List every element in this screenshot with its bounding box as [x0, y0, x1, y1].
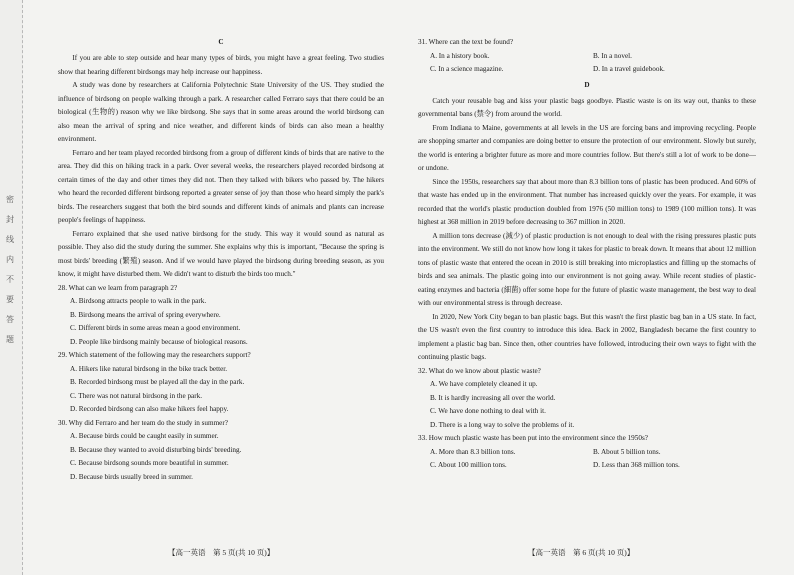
question-31-stem: 31. Where can the text be found?: [418, 38, 514, 46]
section-d-heading: D: [584, 80, 590, 89]
passage-c-paragraph: If you are able to step outside and hear many types of birds, you might have a great feeling. Two studies show that hearing different birdsongs may help increase our happiness.: [58, 54, 384, 76]
question-31-option: B. In a novel.: [593, 51, 632, 60]
question-29-option: C. There was not natural birdsong in the park.: [70, 391, 203, 400]
question-31-option: C. In a science magazine.: [430, 65, 504, 73]
passage-d-paragraph: Catch your reusable bag and kiss your plastic bags goodbye. Plastic waste is on its way out, thanks to these governmental bans (禁令) from around the world.: [418, 96, 756, 118]
question-28-option: A. Birdsong attracts people to walk in the park.: [70, 297, 207, 305]
question-30-option: A. Because birds could be caught easily in summer.: [70, 432, 219, 440]
question-30-option: B. Because they wanted to avoid disturbing birds' breeding.: [70, 445, 242, 454]
question-33-option: B. About 5 billion tons.: [593, 447, 661, 456]
page-5-footer: 【高一英语 第 5 页(共 10 页)】: [168, 548, 275, 557]
question-28-option: B. Birdsong means the arrival of spring everywhere.: [70, 310, 221, 319]
question-33-option: D. Less than 368 million tons.: [593, 461, 680, 469]
question-32-option: B. It is hardly increasing all over the world.: [430, 393, 556, 402]
passage-d-paragraph: Since the 1950s, researchers say that about more than 8.3 billion tons of plastic has been produced. And 60% of that waste has ended up in the environment. That number has increased quickly over the years. For example, it was recorded that the world's plastic production doubled from 1976 (50 million tons) to 1989 (100 million tons). It was highest at 368 million in 2019 before decreasing to 367 million in 2020.: [418, 177, 756, 226]
question-32-option: A. We have completely cleaned it up.: [430, 380, 538, 388]
passage-d-paragraph: A million tons decrease (減少) of plastic production is not enough to deal with the rising pressures plastic puts into the environment. We still do not know how long it takes for plastic to break down. It means that about 12 million tons of plastic waste that entered the ocean in 2010 is still breaking into microplastics and filling up the stomachs of birds and sea animals. The plastic going into our environment is not going away. While recent studies of plastic-eating enzymes and bacteria (細菌) offer some hope for the future of plastic waste management, the best way to deal with our environmental stress is through decrease.: [418, 231, 756, 307]
question-31-options: [418, 50, 756, 77]
page-6-footer: 【高一英语 第 6 页(共 10 页)】: [528, 548, 635, 557]
passage-c-paragraph: Ferraro explained that she used native birdsong for the study. This way it would sound as natural as possible. They also did the study during the summer. She explains why this is important, "Because the spring is most birds' breeding (繁殖) season. And if we would have played the birdsong during breeding season, as you know, it might have disturbed them. We didn't want to disturb the birds too much.": [58, 229, 384, 278]
section-c-heading: C: [218, 38, 224, 46]
question-29-option: D. Recorded birdsong can also make hikers feel happy.: [70, 405, 229, 413]
question-31-option: A. In a history book.: [430, 51, 490, 60]
question-29-option: B. Recorded birdsong must be played all the day in the park.: [70, 378, 245, 386]
question-30-option: C. Because birdsong sounds more beautiful in summer.: [70, 459, 229, 467]
question-33-options: [418, 446, 756, 473]
right-page: [418, 0, 756, 473]
question-33-option: A. More than 8.3 billion tons.: [430, 447, 516, 456]
question-32-option: C. We have done nothing to deal with it.: [430, 407, 546, 415]
question-33-stem: 33. How much plastic waste has been put into the environment since the 1950s?: [418, 434, 648, 442]
passage-d-paragraph: From Indiana to Maine, governments at all levels in the US are forcing bans and improving recycling. People are shopping smarter and companies are doing better to ensure the protection of our environment. Slowly but surely, the world is entering a brighter future as more and more countries follow. But there's still a lot of work to be done—or undone.: [418, 123, 756, 172]
question-32-stem: 32. What do we know about plastic waste?: [418, 366, 541, 375]
seal-line-notice: 密 封 线 内 不 要 答 题: [6, 195, 14, 344]
left-page: [58, 0, 384, 484]
question-28-stem: 28. What can we learn from paragraph 2?: [58, 283, 178, 292]
question-31-option: D. In a travel guidebook.: [593, 65, 665, 73]
question-30-option: D. Because birds usually breed in summer.: [70, 472, 193, 481]
question-29-stem: 29. Which statement of the following may the researchers support?: [58, 351, 251, 359]
question-29-option: A. Hikers like natural birdsong in the bike track better.: [70, 364, 228, 373]
question-33-option: C. About 100 million tons.: [430, 461, 507, 469]
passage-c-paragraph: Ferraro and her team played recorded birdsong from a group of different kinds of birds that are native to the area. They did this on hiking track in a park. Over several weeks, the researchers played recorded birdsong at certain times of the day and other times they did not. Then they talked with bikers who passed by. The hikers who heard the recorded different birdsong reported a greater sense of joy than those who heard simply the park's birds. The researchers suggest that both the bird sounds and different kinds of animals and plants can increase people's feelings of happiness.: [58, 148, 384, 224]
seal-margin: [0, 0, 23, 575]
passage-c-paragraph: A study was done by researchers at California Polytechnic State University of the US. They studied the influence of birdsong on people walking through a park. A researcher called Ferraro says that there could be an biological (生物的) reason why we like birdsong. She says that in some areas around the world birdsong can also mean the arrival of spring and nice weather, and different kinds of birds can also mean a healthy environment.: [58, 81, 384, 143]
question-28-option: D. People like birdsong mainly because of biological reasons.: [70, 337, 248, 346]
question-32-option: D. There is a long way to solve the problems of it.: [430, 420, 575, 429]
question-30-stem: 30. Why did Ferraro and her team do the study in summer?: [58, 418, 228, 427]
passage-d-paragraph: In 2020, New York City began to ban plastic bags. But this wasn't the first plastic bag ban in a US state. In fact, the US wasn't even the first country to introduce this idea. Back in 2002, Bangladesh became the first country to implement a plastic bag ban. Since then, other countries have followed, introducing their own ways to fight with the continuing plastic bags.: [418, 312, 756, 361]
question-28-option: C. Different birds in some areas mean a good environment.: [70, 324, 241, 332]
